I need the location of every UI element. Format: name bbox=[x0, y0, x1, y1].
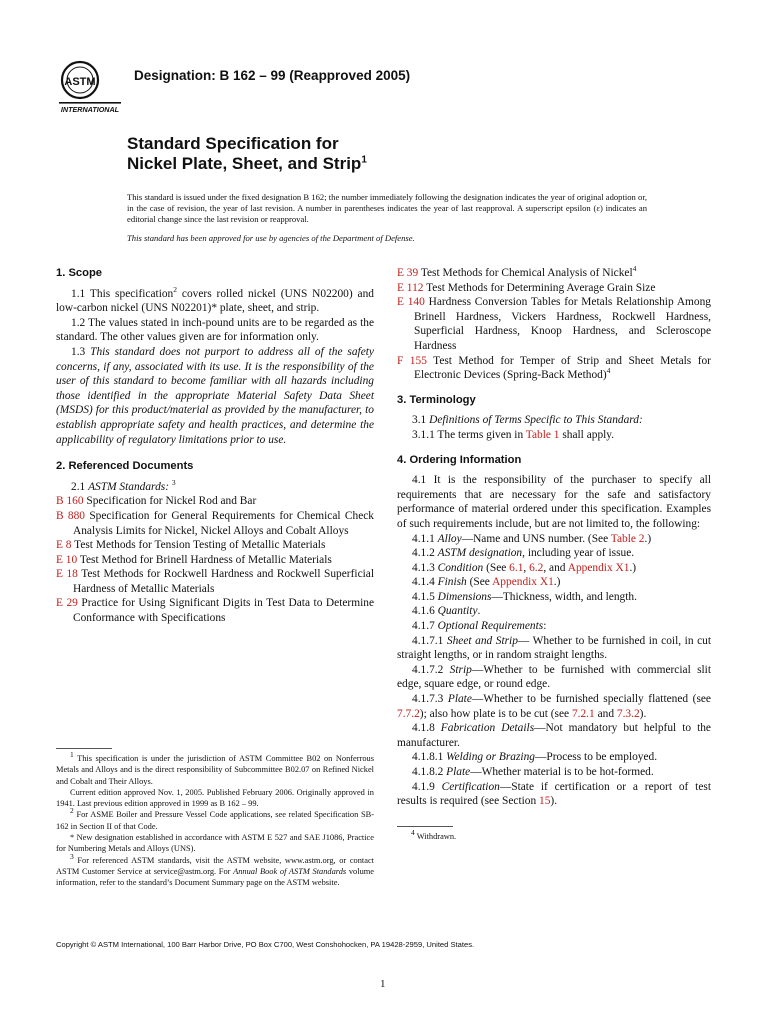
scope-1-1: 1.1 This specification$^2$ covers rolled nickel (UNS N02200) and low-carbon nickel (UNS N02201)* plate, sheet, and strip. bbox=[56, 284, 374, 315]
reference-title: Test Methods for Rockwell Hardness and Rockwell Superficial Hardness of Metallic Materials bbox=[73, 568, 375, 595]
reference-code-link[interactable]: E 112 bbox=[397, 281, 424, 294]
reference-code-link[interactable]: E 140 bbox=[397, 296, 425, 309]
footnote-1: $^1$ This specification is under the jurisdiction of ASTM Committee B02 on Nonferrous Metals and Alloys and is the direct responsibility of Subcommittee B02.07 on Refined Nickel and Cobalt and Their Alloys. bbox=[56, 750, 374, 786]
section-7-3-2-link[interactable]: 7.3.2 bbox=[616, 707, 640, 720]
footnote-divider bbox=[56, 748, 112, 749]
reference-item bbox=[56, 509, 374, 538]
issue-note: This standard is issued under the fixed designation B 162; the number immediately following the designation indicates the year of original adoption or, in the case of revision, the year of last revision. A number in parentheses indicates the year of last reapproval. A superscript epsilon (ε) indicates an editorial change since the last revision or reapproval. bbox=[127, 192, 647, 225]
reference-title: Test Method for Temper of Strip and Sheet Metals for Electronic Devices (Spring-Back Method) bbox=[414, 354, 711, 382]
order-4-1-2: 4.1.2 ASTM designation, including year of issue. bbox=[412, 547, 635, 560]
scope-1-3: 1.3 This standard does not purport to address all of the safety concerns, if any, associated with its use. It is the responsibility of the user of this standard to become familiar with all hazards including those identified in the appropriate Material Safety Data Sheet (MSDS) for this product/material as provided by the manufacturer, to establish appropriate safety and health practices, and determine the applicability of regulatory limitations prior to use. bbox=[56, 345, 374, 446]
order-4-1-8: 4.1.8 Fabrication Details—Not mandatory but helpful to the manufacturer. bbox=[397, 722, 711, 749]
reference-code-link[interactable]: B 880 bbox=[56, 509, 86, 522]
reference-item bbox=[56, 567, 374, 596]
dod-note: This standard has been approved for use by agencies of the Department of Defense. bbox=[127, 233, 415, 243]
table-2-link[interactable]: Table 2 bbox=[610, 532, 645, 545]
astm-logo bbox=[58, 58, 122, 116]
term-3-1: 3.1 Definitions of Terms Specific to This Standard: bbox=[412, 414, 643, 427]
order-4-1: 4.1 It is the responsibility of the purchaser to specify all requirements that are necessary for the safe and satisfactory performance of material ordered under this specification. Examples of such requirements include, but are not limited to, the following: bbox=[397, 474, 711, 530]
scope-1-2: 1.2 The values stated in inch-pound units are to be regarded as the standard. The other values given are for information only. bbox=[56, 316, 374, 344]
order-4-1-7-2: 4.1.7.2 Strip—Whether to be furnished with commercial slit edge, square edge, or round edge. bbox=[397, 663, 712, 691]
reference-list-right bbox=[397, 266, 711, 383]
reference-item bbox=[397, 266, 711, 281]
terminology-heading: 3. Terminology bbox=[397, 393, 476, 406]
reference-list-left bbox=[56, 494, 374, 625]
page-title bbox=[127, 134, 367, 174]
reference-footnote-mark: 4 bbox=[606, 366, 611, 376]
order-4-1-6: 4.1.6 Quantity. bbox=[412, 605, 481, 618]
reference-item bbox=[397, 281, 711, 296]
order-4-1-8-1: 4.1.8.1 Welding or Brazing—Process to be employed. bbox=[412, 751, 658, 764]
reference-title: Test Methods for Tension Testing of Metallic Materials bbox=[71, 539, 326, 552]
page-number: 1 bbox=[380, 978, 386, 990]
reference-title: Specification for Nickel Rod and Bar bbox=[83, 495, 257, 508]
section-7-2-1-link[interactable]: 7.2.1 bbox=[571, 707, 595, 720]
order-4-1-3: 4.1.3 Condition (See 6.1, 6.2, and Appendix X1.) bbox=[412, 561, 637, 574]
reference-code-link[interactable]: B 160 bbox=[56, 495, 84, 508]
reference-title: Test Methods for Chemical Analysis of Nickel bbox=[418, 267, 633, 279]
title-line-2: Nickel Plate, Sheet, and Strip$^1$ bbox=[127, 154, 367, 173]
scope-heading: 1. Scope bbox=[56, 267, 103, 279]
order-4-1-7-3: 4.1.7.3 Plate—Whether to be furnished specially flattened (see 7.7.2); also how plate is to be cut (see 7.2.1 and 7.3.2). bbox=[397, 693, 711, 720]
reference-item bbox=[397, 295, 711, 353]
reference-title: Test Method for Brinell Hardness of Metallic Materials bbox=[77, 553, 332, 566]
reference-item bbox=[56, 494, 374, 509]
reference-code-link[interactable]: E 18 bbox=[56, 568, 78, 581]
order-4-1-8-2: 4.1.8.2 Plate—Whether material is to be hot-formed. bbox=[412, 766, 654, 778]
reference-code-link[interactable]: E 29 bbox=[56, 597, 78, 610]
order-4-1-9: 4.1.9 Certification—State if certification or a report of test results is required (see Section 15). bbox=[397, 780, 711, 808]
reference-title: Hardness Conversion Tables for Metals Relationship Among Brinell Hardness, Vickers Hardness, Rockwell Hardness, Superficial Hardness, Knoop Hardness, and Scleroscope Hardness bbox=[414, 296, 711, 352]
footnotes bbox=[56, 748, 374, 889]
reference-code-link[interactable]: E 39 bbox=[397, 267, 419, 279]
refdocs-2-1: 2.1 ASTM Standards: $^3$ bbox=[71, 477, 176, 493]
order-4-1-4: 4.1.4 Finish (See Appendix X1.) bbox=[412, 576, 561, 589]
reference-footnote-mark: 4 bbox=[632, 264, 637, 274]
svg-text:ASTM: ASTM bbox=[64, 76, 96, 88]
footnote-4: $^4$ Withdrawn. bbox=[411, 828, 457, 841]
appendix-x1-link[interactable]: Appendix X1 bbox=[492, 576, 554, 589]
section-6-1-link[interactable]: 6.1 bbox=[509, 561, 524, 574]
footnote-2: $^2$ For ASME Boiler and Pressure Vessel Code applications, see related Specification SB-162 in Section II of that Code. bbox=[56, 806, 374, 831]
term-3-1-1: 3.1.1 The terms given in Table 1 shall apply. bbox=[412, 428, 615, 441]
order-4-1-1: 4.1.1 Alloy—Name and UNS number. (See Table 2.) bbox=[412, 532, 652, 545]
title-line-1: Standard Specification for bbox=[127, 134, 339, 153]
reference-item bbox=[56, 553, 374, 568]
footnote-3: $^3$ For referenced ASTM standards, visit the ASTM website, www.astm.org, or contact ASTM Customer Service at service@astm.org. For Annual Book of ASTM Standards volume information, refer to the standard’s Document Summary page on the ASTM website. bbox=[56, 851, 374, 888]
right-footnotes bbox=[397, 826, 711, 842]
order-4-1-7: 4.1.7 Optional Requirements: bbox=[412, 620, 547, 633]
order-4-1-7-1: 4.1.7.1 Sheet and Strip— Whether to be furnished in coil, in cut straight lengths, or in random straight lengths. bbox=[397, 634, 711, 662]
left-column bbox=[56, 266, 374, 626]
ordering-heading: 4. Ordering Information bbox=[397, 453, 522, 466]
footnote-star: * New designation established in accordance with ASTM E 527 and SAE J1086, Practice for Numbering Metals and Alloys (UNS). bbox=[56, 833, 374, 854]
section-15-link[interactable]: 15 bbox=[539, 795, 551, 808]
footnote-divider-right bbox=[397, 826, 453, 827]
reference-title: Practice for Using Significant Digits in Test Data to Determine Conformance with Specifications bbox=[73, 597, 374, 625]
section-6-2-link[interactable]: 6.2 bbox=[529, 561, 544, 574]
designation: Designation: B 162 – 99 (Reapproved 2005) bbox=[134, 68, 411, 83]
reference-code-link[interactable]: F 155 bbox=[397, 354, 427, 367]
svg-text:INTERNATIONAL: INTERNATIONAL bbox=[60, 105, 120, 114]
section-7-7-2-link[interactable]: 7.7.2 bbox=[397, 707, 420, 720]
reference-title: Specification for General Requirements for Chemical Check Analysis Limits for Nickel, Nickel Alloys and Cobalt Alloys bbox=[73, 509, 375, 537]
copyright: Copyright © ASTM International, 100 Barr Harbor Drive, PO Box C700, West Conshohocken, PA 19428-2959, United States. bbox=[56, 940, 475, 949]
reference-code-link[interactable]: E 10 bbox=[56, 553, 78, 566]
appendix-x1-link[interactable]: Appendix X1 bbox=[567, 561, 630, 574]
order-4-1-5: 4.1.5 Dimensions—Thickness, width, and length. bbox=[412, 590, 637, 603]
reference-code-link[interactable]: E 8 bbox=[56, 539, 72, 552]
footnote-1b: Current edition approved Nov. 1, 2005. Published February 2006. Originally approved in 1941. Last previous edition approved in 1999 as B 162 – 99. bbox=[56, 787, 374, 809]
table-1-link[interactable]: Table 1 bbox=[525, 428, 560, 441]
refdocs-heading: 2. Referenced Documents bbox=[56, 460, 194, 473]
right-column bbox=[397, 266, 711, 809]
reference-item bbox=[56, 596, 374, 625]
reference-item bbox=[397, 354, 711, 383]
reference-item bbox=[56, 538, 374, 553]
reference-title: Test Methods for Determining Average Grain Size bbox=[423, 281, 656, 294]
